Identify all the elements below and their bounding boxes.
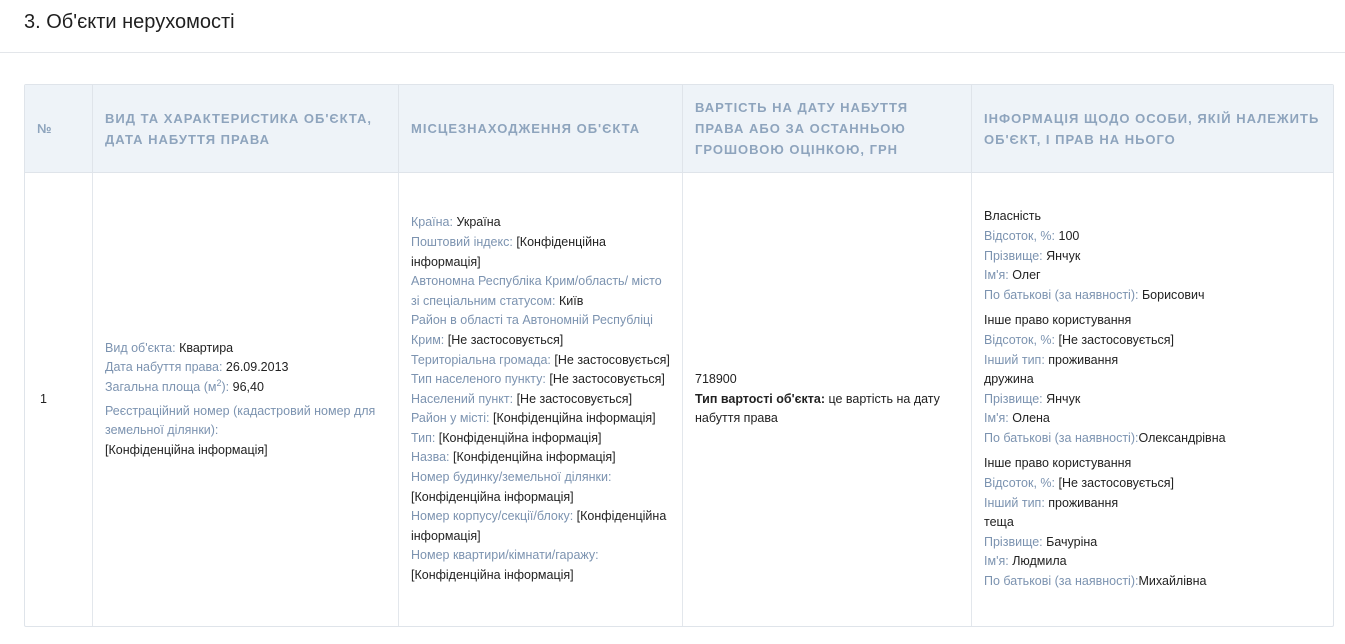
city-district: Район у місті: [Конфіденційна інформація]: [411, 411, 656, 426]
object-type: Вид об'єкта: Квартира: [105, 340, 234, 355]
first-name: Ім'я: Людмила: [984, 554, 1067, 569]
surname: Прізвище: Бачуріна: [984, 534, 1098, 549]
patronymic: По батькові (за наявності): Борисович: [984, 287, 1205, 302]
header-kind: ВИД ТА ХАРАКТЕРИСТИКА ОБ'ЄКТА, ДАТА НАБУТТЯ ПРАВА: [93, 85, 399, 173]
section-title: 3. Об'єкти нерухомості: [24, 11, 235, 33]
header-value: ВАРТІСТЬ НА ДАТУ НАБУТТЯ ПРАВА АБО ЗА ОСТАННЬОЮ ГРОШОВОЮ ОЦІНКОЮ, ГРН: [683, 85, 972, 173]
owner-cell: [972, 173, 1334, 627]
table-header-row: [25, 85, 1333, 173]
settlement-type: Тип населеного пункту: [Не застосовується]: [411, 372, 665, 387]
total-area: Загальна площа $(м^2)$: 96,40: [105, 377, 264, 394]
acquisition-date: Дата набуття права: 26.09.2013: [105, 360, 289, 375]
real-estate-table-container: [24, 84, 1334, 627]
header-owner: ІНФОРМАЦІЯ ЩОДО ОСОБИ, ЯКІЙ НАЛЕЖИТЬ ОБ'ЄКТ, І ПРАВ НА НЬОГО: [972, 85, 1334, 173]
surname: Прізвище: Янчук: [984, 248, 1081, 263]
apartment-number: Номер квартири/кімнати/гаражу: [Конфіденційна інформація]: [411, 548, 599, 583]
first-name: Ім'я: Олена: [984, 411, 1050, 426]
owner-block: [984, 207, 1321, 305]
relation: дружина: [984, 372, 1034, 387]
percent: Відсоток, %: [Не застосовується]: [984, 332, 1174, 347]
table-row: [25, 173, 1333, 627]
other-type: Інший тип: проживання: [984, 352, 1119, 367]
value-amount: 718900: [695, 372, 737, 387]
registration-number-label: Реєстраційний номер (кадастровий номер для земельної ділянки):: [105, 403, 376, 438]
right-type: Власність: [984, 209, 1042, 224]
object-kind-cell: [93, 173, 399, 627]
region: Автономна Республіка Крим/область/ місто зі спеціальним статусом: Київ: [411, 274, 662, 308]
row-number: 1: [25, 173, 93, 627]
patronymic: По батькові (за наявності):Олександрівна: [984, 430, 1226, 445]
street-name: Назва: [Конфіденційна інформація]: [411, 450, 616, 465]
patronymic: По батькові (за наявності):Михайлівна: [984, 574, 1207, 589]
country: Країна: Україна: [411, 215, 501, 230]
owner-block: [984, 454, 1321, 591]
other-type: Інший тип: проживання: [984, 495, 1119, 510]
section-header: [0, 0, 1345, 53]
header-location: МІСЦЕЗНАХОДЖЕННЯ ОБ'ЄКТА: [399, 85, 683, 173]
surname: Прізвище: Янчук: [984, 391, 1081, 406]
header-num: №: [25, 85, 93, 173]
percent: Відсоток, %: [Не застосовується]: [984, 476, 1174, 491]
right-type: Інше право користування: [984, 313, 1132, 328]
right-type: Інше право користування: [984, 456, 1132, 471]
settlement: Населений пункт: [Не застосовується]: [411, 391, 633, 406]
corpus-number: Номер корпусу/секції/блоку: [Конфіденційна інформація]: [411, 509, 667, 543]
registration-number-value: [Конфіденційна інформація]: [105, 442, 268, 457]
postal-code: Поштовий індекс: [Конфіденційна інформація]: [411, 234, 606, 269]
location-cell: [399, 173, 683, 627]
value-type: Тип вартості об'єкта: це вартість на дату набуття права: [695, 391, 940, 426]
house-number: Номер будинку/земельної ділянки: [Конфіденційна інформація]: [411, 470, 612, 504]
first-name: Ім'я: Олег: [984, 268, 1041, 283]
community: Територіальна громада: [Не застосовується]: [411, 352, 670, 367]
real-estate-table: [25, 85, 1333, 626]
percent: Відсоток, %: 100: [984, 228, 1080, 243]
owner-block: [984, 311, 1321, 448]
relation: теща: [984, 515, 1014, 530]
value-cell: [683, 173, 972, 627]
district: Район в області та Автономній Республіці Крим: [Не застосовується]: [411, 313, 653, 347]
street-type: Тип: [Конфіденційна інформація]: [411, 430, 602, 445]
